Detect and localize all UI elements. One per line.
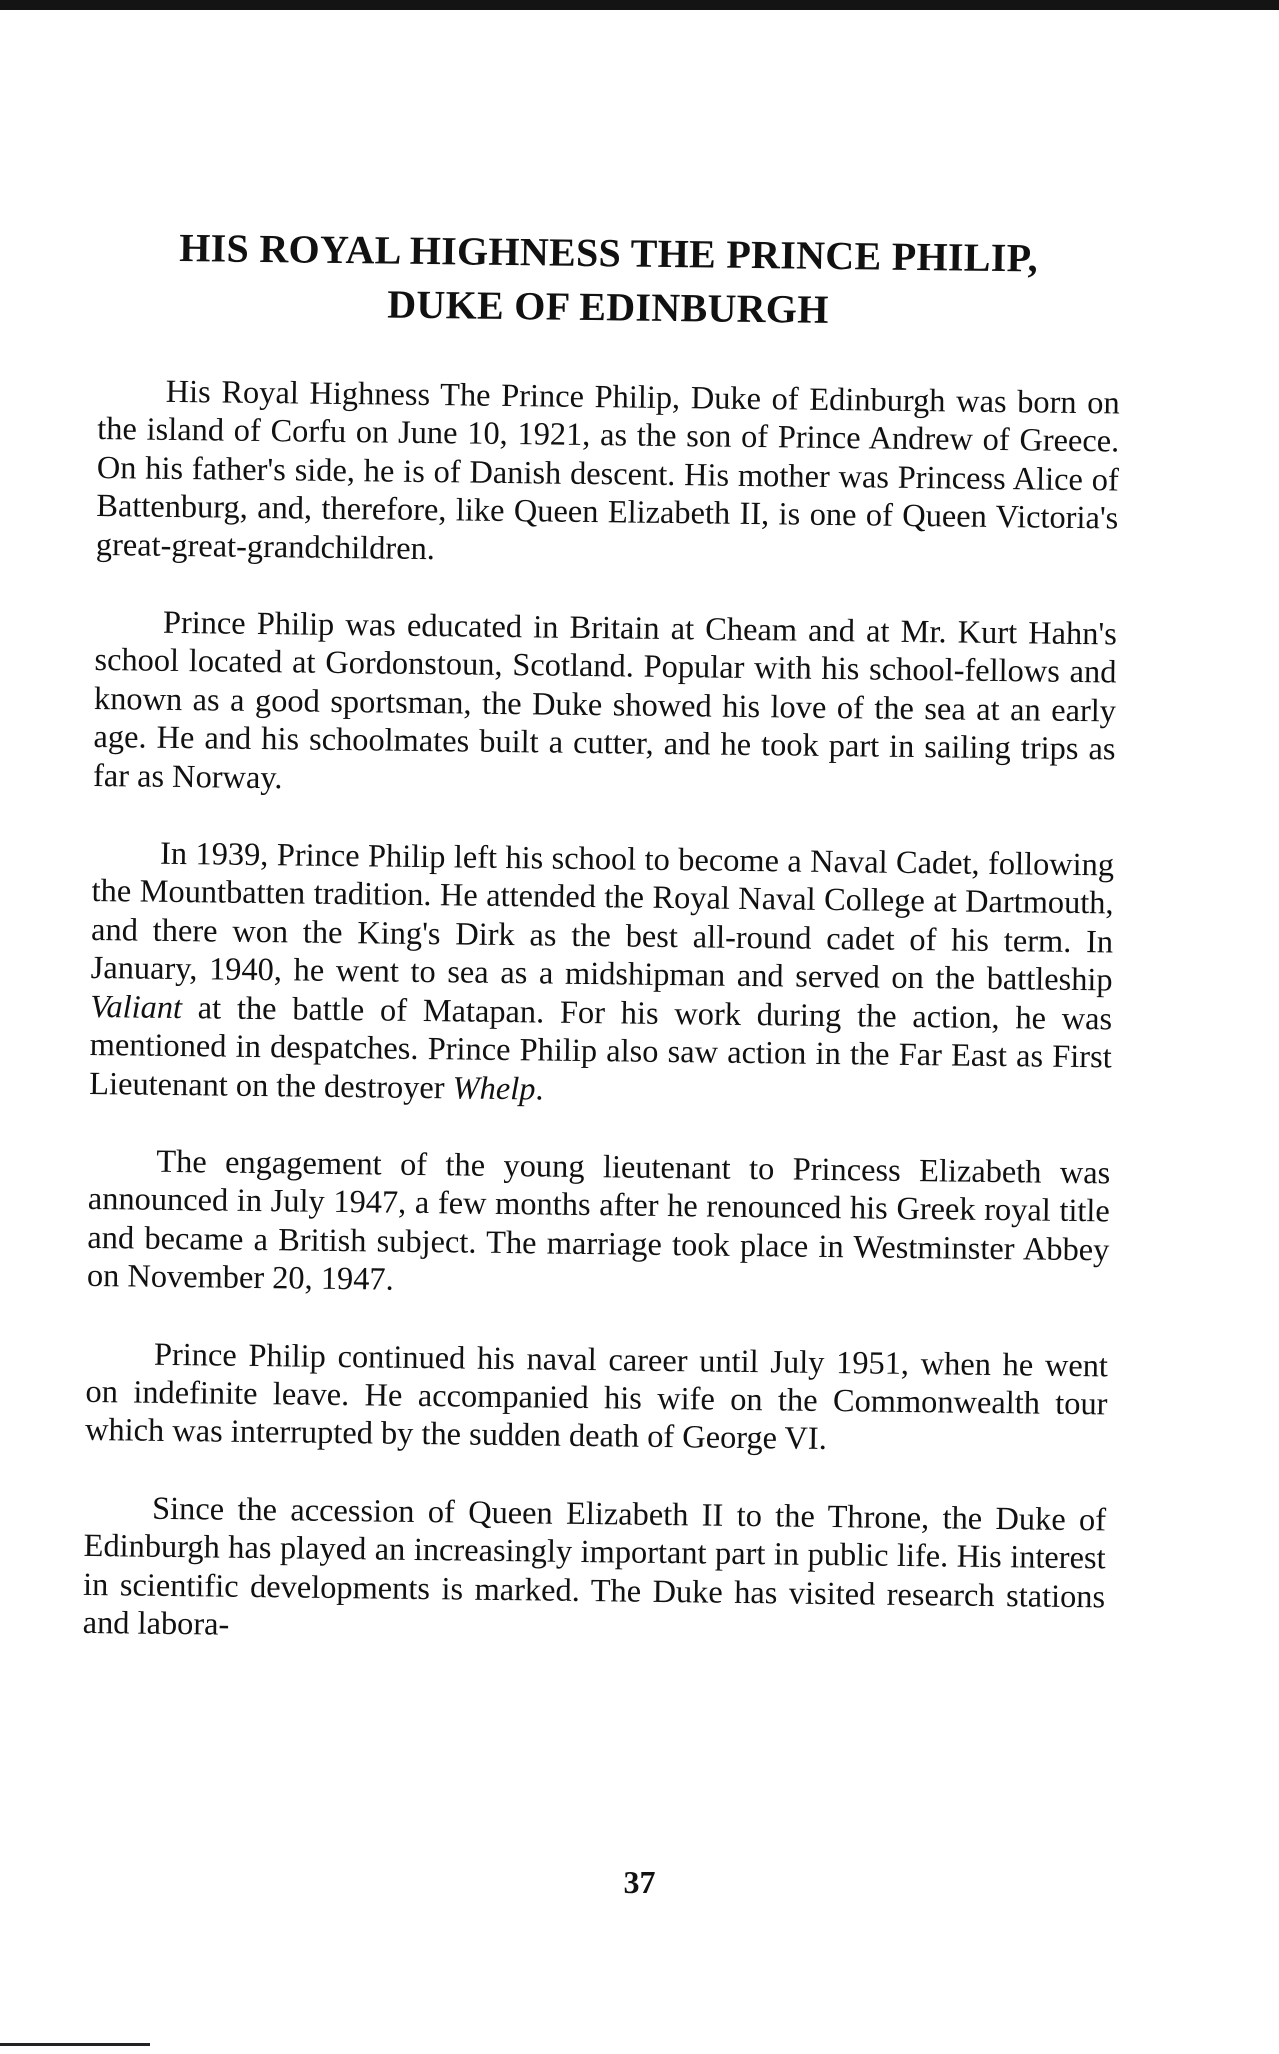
scan-bottom-mark: [0, 2043, 150, 2046]
paragraph-public-life: Since the accession of Queen Elizabeth II to the Throne, the Duke of Edinburgh has played an increasingly important part in public life. His interest in scientific developments is marked. The Duke has visited research stations and labora-: [82, 1490, 1107, 1643]
paragraph-naval-service: [89, 834, 1114, 1115]
paragraph-naval-leave: Prince Philip continued his naval career until July 1951, when he went on indefinite leave. He accompanied his wife on the Commonwealth tour which was interrupted by the sudden death of George VI.: [84, 1336, 1109, 1458]
naval-text-part-2: at the battle of Matapan. For his work during the action, he was mentioned in despatches. Prince Philip also saw action in the Far East as First Lieutenant on the destroyer: [89, 989, 1113, 1106]
document-page: [82, 220, 1120, 1681]
title-line-2: DUKE OF EDINBURGH: [387, 281, 829, 332]
page-number: 37: [623, 1864, 656, 1900]
naval-text-part-3: .: [535, 1070, 544, 1107]
naval-text-part-1: In 1939, Prince Philip left his school to become a Naval Cadet, following the Mountbatten tradition. He attended the Royal Naval College at Dartmouth, and there won the King's Dirk as the best all-round cadet of his term. In January, 1940, he went to sea as a midshipman and served on the battleship: [90, 835, 1115, 999]
title-line-1: HIS ROYAL HIGHNESS THE PRINCE PHILIP,: [179, 224, 1039, 281]
body-text: [82, 372, 1119, 1655]
paragraph-birth: His Royal Highness The Prince Philip, Duke of Edinburgh was born on the island of Corfu on June 10, 1921, as the son of Prince Andrew of Greece. On his father's side, he is of Danish descent. His mother was Princess Alice of Battenburg, and, therefore, like Queen Elizabeth II, is one of Queen Victoria's great-great-grandchildren.: [95, 373, 1120, 567]
ship-name-valiant: Valiant: [90, 988, 183, 1026]
scan-top-edge: [0, 0, 1279, 10]
paragraph-engagement: The engagement of the young lieutenant to Princess Elizabeth was announced in July 1947, a few months after he renounced his Greek royal title and became a British subject. The marriage took place in Westminster Abbey on November 20, 1947.: [86, 1143, 1111, 1298]
page-title: [97, 220, 1120, 340]
ship-name-whelp: Whelp: [452, 1069, 536, 1107]
paragraph-education: Prince Philip was educated in Britain at Cheam and at Mr. Kurt Hahn's school located at Gordonstoun, Scotland. Popular with his school-fellows and known as a good sportsman, the Duke showed his love of the sea at an early age. He and his schoolmates built a cutter, and he took part in sailing trips as far as Norway.: [92, 604, 1118, 796]
